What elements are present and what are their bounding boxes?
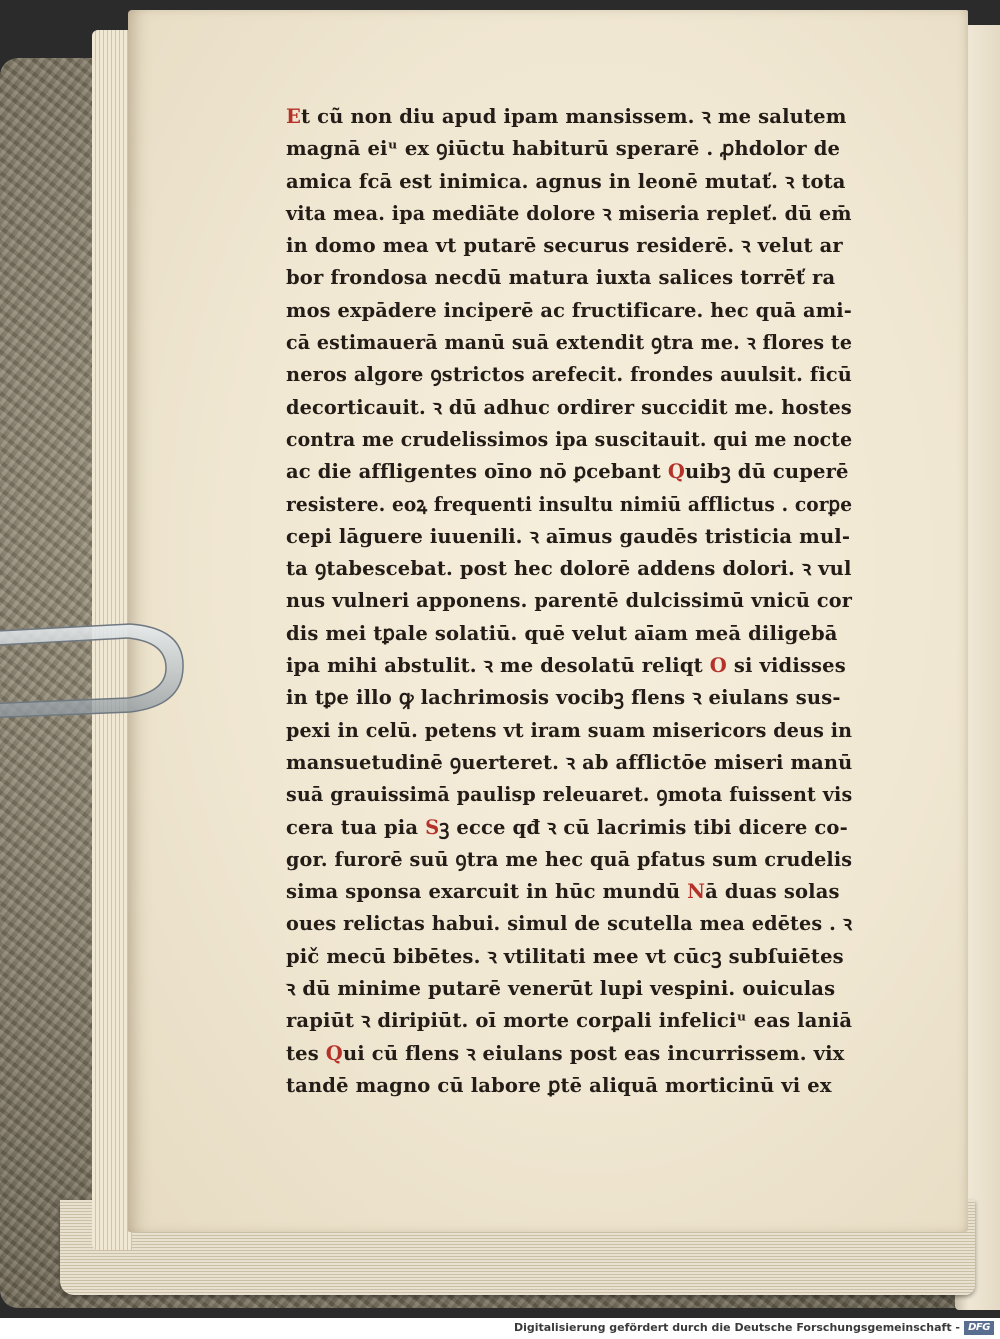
line-text: in domo mea vt putarē securus residerē. ꝛ velut ar [286, 233, 843, 258]
line-text: cā estimauerā manū suā extendit ꝯtra me. ꝛ flores te [286, 330, 853, 355]
text-line [286, 488, 853, 520]
text-line [286, 1004, 852, 1036]
text-line [286, 197, 852, 229]
line-text: ui cū flens ꝛ eiulans post eas incurrissem. vix [342, 1040, 845, 1065]
line-text: ac die affligentes oīno nō ꝑcebant [286, 459, 668, 484]
line-text: tandē magno cū labore ꝑtē aliquā morticinū vi ex [286, 1072, 832, 1097]
dfg-logo: DFG [964, 1321, 994, 1335]
text-line [286, 649, 852, 681]
text-line [286, 229, 852, 261]
text-line [286, 165, 852, 197]
text-line [286, 1037, 852, 1069]
text-line [286, 907, 853, 939]
line-text: ta ꝯtabescebat. post hec dolorē addens dolori. ꝛ vul [286, 556, 852, 581]
text-line [286, 132, 852, 164]
rubricated-initial: N [687, 879, 706, 904]
text-line [286, 358, 852, 390]
line-text: neros algore ꝯstrictos arefecit. frondes auulsit. ficū [286, 362, 852, 387]
line-text: amica fcā est inimica. agnus in leonē mutať. ꝛ tota [286, 168, 846, 193]
line-text: pič mecū bibētes. ꝛ vtilitati mee vt cūcꝫ subſuiētes [286, 943, 844, 968]
line-text: ā duas solas [705, 879, 840, 904]
text-line [286, 520, 852, 552]
line-text: cera tua pia [286, 814, 426, 839]
line-text: resistere. eoꝝ frequenti insultu nimiū afflictus . corꝑe [286, 491, 853, 516]
line-text: pexi in celū. petens vt iram suam misericors deus in [286, 717, 853, 742]
line-text: suā grauissimā paulisp releuaret. ꝯmota fuissent vis [286, 782, 853, 807]
line-text: oues relictas habui. simul de scutella mea edētes . ꝛ [286, 911, 853, 936]
funding-credit: Digitalisierung gefördert durch die Deutsche Forschungsgemeinschaft - [513, 1321, 960, 1334]
text-line [286, 843, 853, 875]
text-line [286, 811, 852, 843]
text-line [286, 972, 852, 1004]
text-line [286, 261, 852, 293]
incunabula-text [286, 100, 866, 1101]
line-text: bor frondosa necdū matura iuxta salices torrēť ra [286, 265, 836, 290]
line-text: vita mea. ipa mediāte dolore ꝛ miseria repleť. dū em̄ [286, 200, 852, 225]
text-line [286, 714, 853, 746]
line-text: uibꝫ dū cuperē [685, 459, 849, 484]
line-text: contra me crudelissimos ipa suscitauit. qui me nocte [286, 426, 853, 451]
text-line [286, 1069, 852, 1101]
text-line [286, 294, 852, 326]
footer-bar [0, 1318, 1000, 1339]
rubricated-initial: O [709, 653, 727, 678]
text-line [286, 617, 852, 649]
line-text: ꝛ dū minime putarē venerūt lupi vespini. ouiculas [286, 976, 836, 1001]
line-text: gor. furorē suū ꝯtra me hec quā pfatus sum crudelis [286, 846, 853, 871]
line-text: mos expādere inciperē ac fructificare. hec quā ami- [286, 297, 852, 322]
text-line [286, 100, 852, 132]
text-line [286, 423, 853, 455]
line-text: nus vulneri apponens. parentē dulcissimū vnicū cor [286, 588, 853, 613]
text-line [286, 584, 853, 616]
text-line [286, 746, 853, 778]
rubricated-initial: E [286, 104, 302, 128]
line-text: ipa mihi abstulit. ꝛ me desolatū reliqt [286, 653, 710, 678]
line-text: rapiūt ꝛ diripiūt. oī morte corꝑali infeliciᵘ eas laniā [286, 1008, 853, 1033]
text-line [286, 875, 852, 907]
line-text: t cũ non diu apud ipam mansissem. ꝛ me salutem [301, 104, 847, 128]
bookmark-clip [0, 618, 185, 718]
line-text: tes [286, 1040, 326, 1065]
text-line [286, 391, 852, 423]
line-text: cepi lāguere iuuenili. ꝛ aīmus gaudēs tristicia mul- [286, 523, 851, 548]
rubricated-initial: Q [667, 459, 686, 484]
rubricated-initial: Q [325, 1040, 343, 1065]
rubricated-initial: S [425, 814, 440, 839]
text-line [286, 552, 851, 584]
text-line [286, 778, 853, 810]
line-text: magnā eiᵘ ex ꝯiūctu habiturū sperarē . ꝓhdolor de [286, 136, 841, 161]
text-line [286, 455, 852, 487]
text-line [286, 940, 852, 972]
line-text: sima sponsa exarcuit in hūc mundū [286, 879, 688, 904]
line-text: dis mei tꝑale solatiū. quē velut aīam meā diligebā [286, 620, 838, 645]
text-line [286, 681, 852, 713]
line-text: ꝫ ecce qđ ꝛ cū lacrimis tibi dicere co- [439, 814, 848, 839]
line-text: si vidisses [726, 653, 846, 678]
line-text: decorticauit. ꝛ dū adhuc ordirer succidit me. hostes [286, 394, 852, 419]
line-text: in tꝑe illo ꝙ lachrimosis vocibꝫ flens ꝛ eiulans sus- [286, 685, 841, 710]
line-text: mansuetudinē ꝯuerteret. ꝛ ab afflictōe miseri manū [286, 749, 853, 774]
text-line [286, 326, 853, 358]
